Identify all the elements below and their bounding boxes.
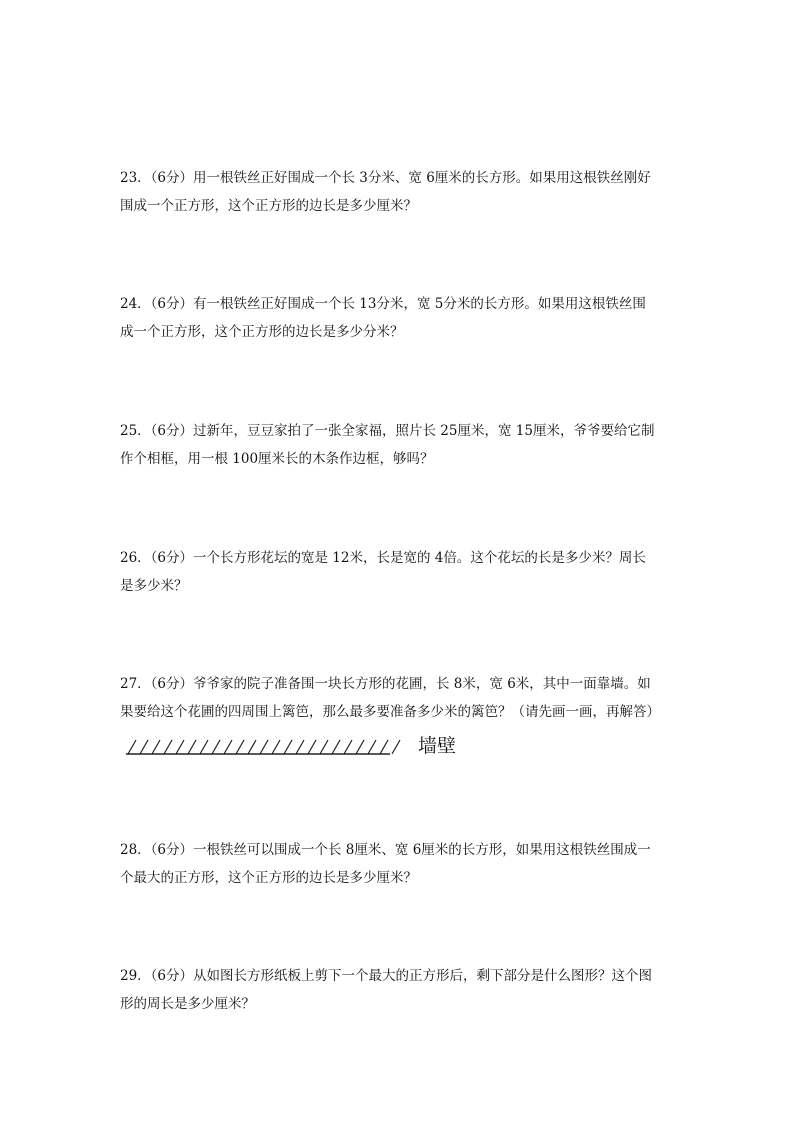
- question-25-line-2: 作个相框，用一根 100厘米长的木条作边框，够吗？: [120, 451, 434, 467]
- question-26: [120, 544, 680, 600]
- wall-hatch-mark: [344, 740, 352, 754]
- question-23-line-1: 23．（6分）用一根铁丝正好围成一个长 3分米、宽 6厘米的长方形。如果用这根铁丝刚好: [120, 170, 651, 186]
- question-23-line-2: 围成一个正方形，这个正方形的边长是多少厘米？: [120, 198, 417, 214]
- wall-hatch-mark: [296, 740, 304, 754]
- wall-hatch-mark: [224, 740, 232, 754]
- question-25-line-1: 25．（6分）过新年，豆豆家拍了一张全家福，照片长 25厘米，宽 15厘米，爷爷要给它制: [120, 423, 655, 439]
- wall-hatch-mark: [332, 740, 340, 754]
- wall-hatch-mark: [308, 740, 316, 754]
- question-24-line-2: 成一个正方形，这个正方形的边长是多少分米？: [120, 324, 404, 340]
- wall-hatch-mark: [272, 740, 280, 754]
- wall-hatch-mark: [380, 740, 388, 754]
- wall-hatch-mark: [164, 740, 172, 754]
- wall-hatch-mark: [152, 740, 160, 754]
- wall-hatch-mark: [368, 740, 376, 754]
- wall-hatch-mark: [188, 740, 196, 754]
- wall-hatch-mark: [176, 740, 184, 754]
- question-26-line-1: 26．（6分）一个长方形花坛的宽是 12米，长是宽的 4倍。这个花坛的长是多少米？周长: [120, 550, 646, 566]
- question-23: [120, 164, 680, 220]
- question-26-line-2: 是多少米？: [120, 578, 188, 594]
- question-27: [120, 670, 680, 726]
- wall-hatch-mark: [212, 740, 220, 754]
- question-29-line-1: 29．（6分）从如图长方形纸板上剪下一个最大的正方形后，剩下部分是什么图形？这个图: [120, 968, 653, 984]
- wall-hatch-mark: [284, 740, 292, 754]
- question-24-line-1: 24．（6分）有一根铁丝正好围成一个长 13分米，宽 5分米的长方形。如果用这根铁丝围: [120, 296, 646, 312]
- question-28-line-1: 28．（6分）一根铁丝可以围成一个长 8厘米、宽 6厘米的长方形，如果用这根铁丝围成一: [120, 842, 651, 858]
- question-29-line-2: 形的周长是多少厘米？: [120, 996, 255, 1012]
- wall-hatch-mark: [200, 740, 208, 754]
- wall-figure: [120, 730, 480, 764]
- wall-hatch-mark: [356, 740, 364, 754]
- question-27-line-2: 果要给这个花圃的四周围上篱笆，那么最多要准备多少米的篱笆？（请先画一画，再解答）: [120, 704, 660, 720]
- question-27-line-1: 27．（6分）爷爷家的院子准备围一块长方形的花圃，长 8米，宽 6米，其中一面靠墙。如: [120, 676, 651, 692]
- wall-hatch-mark: [260, 740, 268, 754]
- wall-label: 墙壁: [418, 735, 457, 757]
- wall-hatch-mark: [320, 740, 328, 754]
- wall-hatch-mark: [128, 740, 136, 754]
- wall-hatch-mark: [140, 740, 148, 754]
- question-24: [120, 290, 680, 346]
- wall-hatch-mark: [248, 740, 256, 754]
- wall-hatch-mark: [392, 740, 400, 754]
- question-25: [120, 417, 680, 473]
- question-29: [120, 962, 680, 1018]
- question-28: [120, 836, 680, 892]
- hatched-wall-icon: [120, 730, 405, 764]
- wall-hatch-mark: [236, 740, 244, 754]
- question-28-line-2: 个最大的正方形，这个正方形的边长是多少厘米？: [120, 870, 417, 886]
